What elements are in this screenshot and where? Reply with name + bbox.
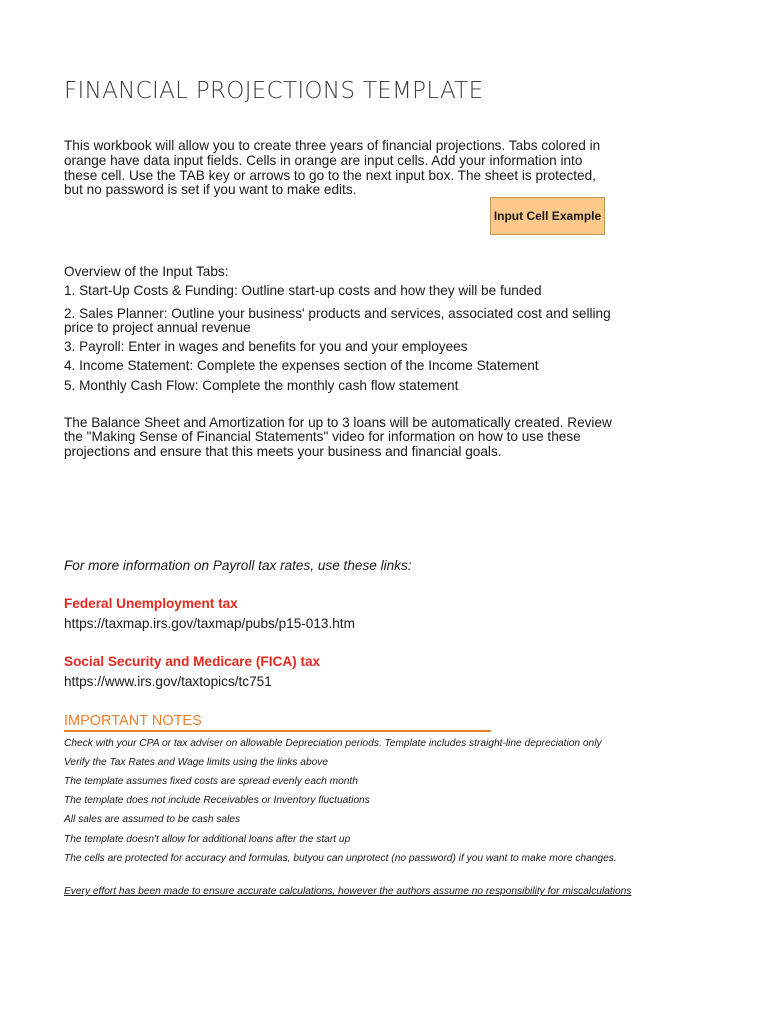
payroll-info: For more information on Payroll tax rates, use these links: [64, 558, 412, 573]
overview-item: 1. Start-Up Costs & Funding: Outline start-up costs and how they will be funded [64, 283, 542, 298]
link-url-futa[interactable]: https://taxmap.irs.gov/taxmap/pubs/p15-013.htm [64, 616, 355, 631]
input-cell-example[interactable]: Input Cell Example [490, 197, 605, 235]
overview-item: 5. Monthly Cash Flow: Complete the monthly cash flow statement [64, 378, 459, 393]
note-item: Verify the Tax Rates and Wage limits using the links above [64, 757, 329, 768]
note-item: The cells are protected for accuracy and formulas, butyou can unprotect (no password) if you want to make more changes. [64, 853, 617, 864]
notes-heading: IMPORTANT NOTES [64, 713, 491, 732]
note-item: The template assumes fixed costs are spread evenly each month [64, 776, 358, 787]
overview-item: 2. Sales Planner: Outline your business' products and services, associated cost and selling price to project annual revenue [64, 306, 611, 335]
intro-paragraph: This workbook will allow you to create three years of financial projections. Tabs colored in orange have data input fields. Cells in orange are input cells. Add your information into these cell. Use the TAB key or arrows to go to the next input box. The sheet is protected, but no password is set if you want to make edits. [64, 138, 601, 198]
note-item: All sales are assumed to be cash sales [64, 814, 241, 825]
note-item: The template doesn't allow for additional loans after the start up [64, 834, 351, 845]
page-title: FINANCIAL PROJECTIONS TEMPLATE [64, 78, 484, 104]
link-url-fica[interactable]: https://www.irs.gov/taxtopics/tc751 [64, 674, 272, 689]
overview-item: 3. Payroll: Enter in wages and benefits for you and your employees [64, 339, 468, 354]
balance-paragraph: The Balance Sheet and Amortization for up to 3 loans will be automatically created. Review the "Making Sense of Financial Statements" video for information on how to use these projections and ensure that this meets your business and financial goals. [64, 415, 612, 459]
disclaimer: Every effort has been made to ensure accurate calculations, however the authors assume no responsibility for miscalculations [64, 886, 632, 897]
link-title-fica: Social Security and Medicare (FICA) tax [64, 654, 321, 669]
note-item: Check with your CPA or tax adviser on allowable Depreciation periods. Template includes straight-line depreciation only [64, 738, 602, 749]
overview-item: 4. Income Statement: Complete the expenses section of the Income Statement [64, 358, 539, 373]
link-title-futa: Federal Unemployment tax [64, 596, 238, 611]
note-item: The template does not include Receivables or Inventory fluctuations [64, 795, 370, 806]
overview-heading: Overview of the Input Tabs: [64, 264, 229, 279]
